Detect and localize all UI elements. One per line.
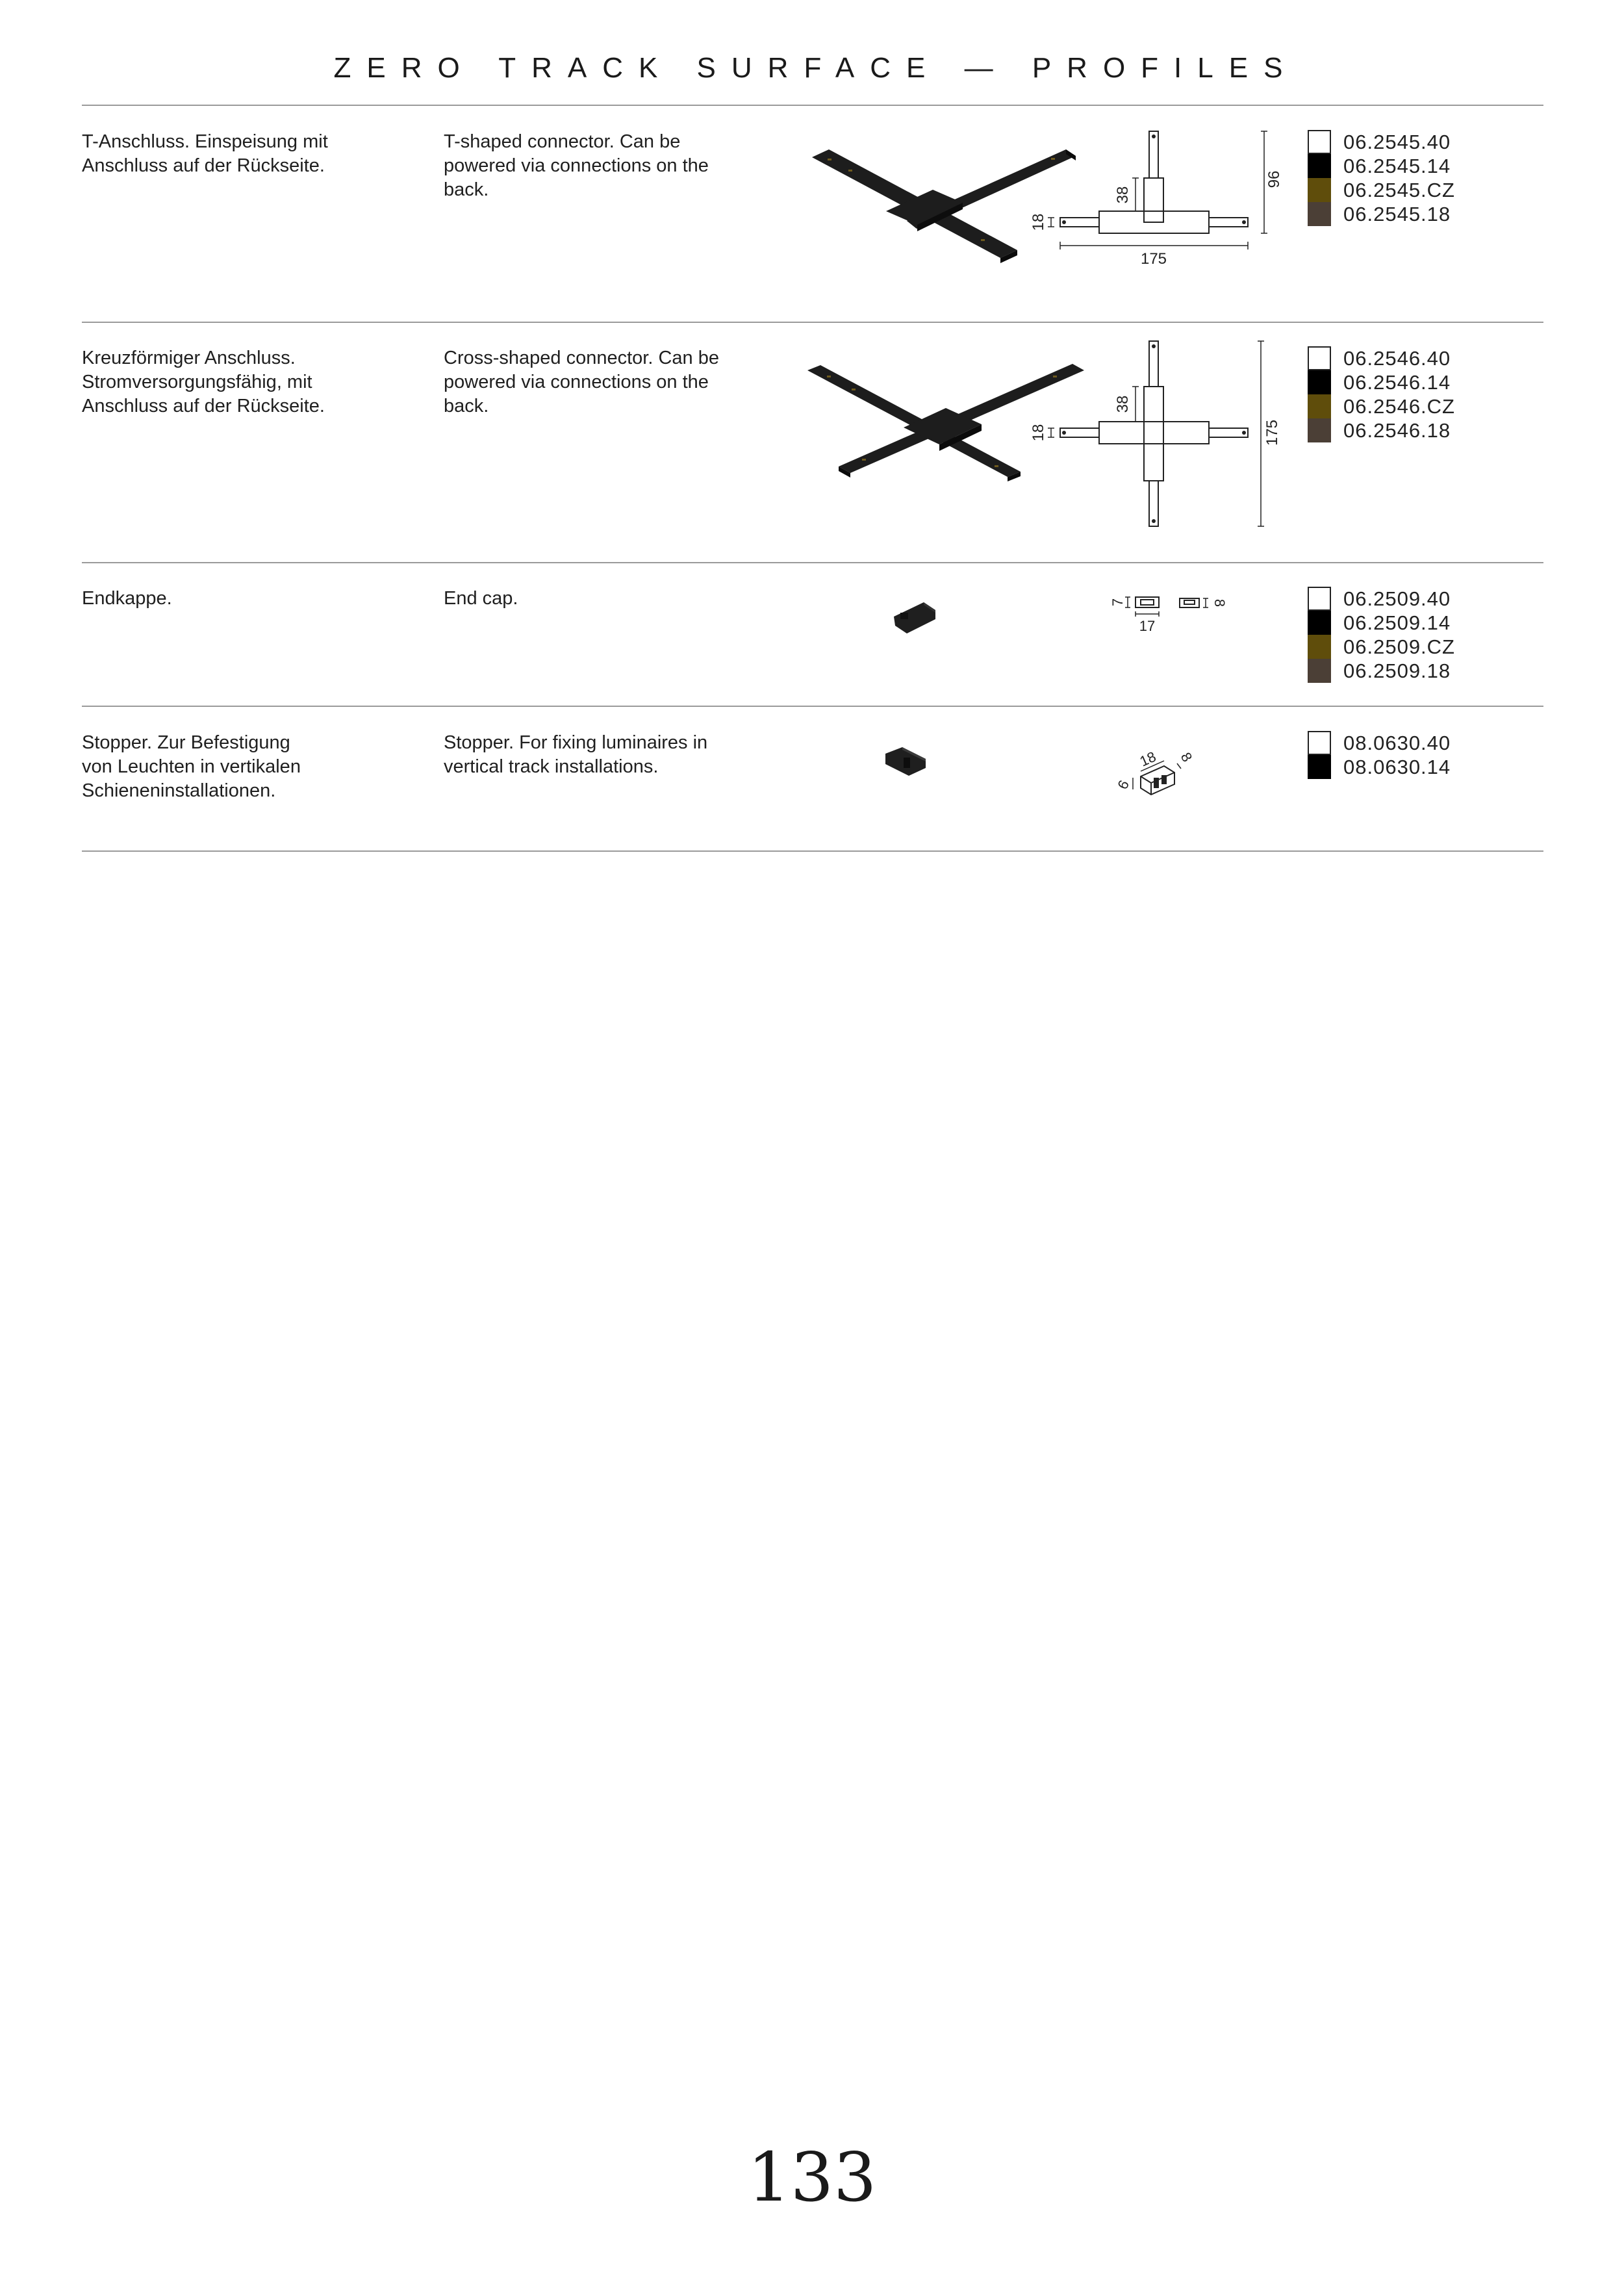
color-swatch [1308, 154, 1331, 178]
description-en: Stopper. For fixing luminaires in vertical track installations. [444, 732, 708, 777]
product-code: 06.2546.CZ [1343, 395, 1455, 418]
product-code: 06.2509.CZ [1343, 635, 1455, 658]
color-swatch [1308, 394, 1331, 418]
product-code: 06.2546.14 [1343, 371, 1451, 394]
color-swatch [1308, 346, 1331, 370]
end-cap-photo [887, 593, 952, 645]
product-code: 08.0630.40 [1343, 732, 1451, 754]
product-code: 08.0630.14 [1343, 756, 1451, 778]
stopper-drawing [1102, 737, 1219, 815]
description-de: Stopper. Zur Befestigung von Leuchten in vertikalen Schieneninstallationen. [82, 732, 301, 801]
color-swatch [1308, 731, 1331, 755]
divider [82, 322, 1543, 323]
dimension-height: 96 [1265, 170, 1283, 188]
photo-track [807, 365, 1021, 477]
product-code: 06.2545.CZ [1343, 179, 1455, 201]
color-swatch [1308, 202, 1331, 226]
product-code: 06.2546.18 [1343, 419, 1451, 442]
drawing-body [1136, 597, 1159, 607]
color-swatch [1308, 755, 1331, 779]
product-code: 06.2509.18 [1343, 659, 1451, 682]
dimension-height: 175 [1263, 419, 1281, 446]
color-swatch [1308, 587, 1331, 611]
divider [82, 562, 1543, 563]
product-code: 06.2509.40 [1343, 587, 1451, 610]
dimension-arm: 38 [1114, 186, 1132, 204]
stopper-photo [878, 741, 943, 786]
product-code: 06.2546.40 [1343, 347, 1451, 370]
description-en: End cap. [444, 588, 518, 609]
dimension-height: 6 [1114, 777, 1133, 792]
dimension-width: 175 [1140, 250, 1167, 268]
dimension-width: 17 [1139, 618, 1156, 634]
description-en: Cross-shaped connector. Can be powered via connections on the back. [444, 348, 719, 416]
dimension-profile: 18 [1030, 213, 1047, 231]
product-code: 06.2545.14 [1343, 155, 1451, 177]
dimension-height: 7 [1110, 598, 1126, 607]
product-code: 06.2509.14 [1343, 611, 1451, 634]
color-swatch [1308, 659, 1331, 683]
drawing-body [1144, 178, 1163, 222]
product-code: 06.2545.40 [1343, 131, 1451, 153]
color-swatch [1308, 635, 1331, 659]
dimension-arm: 38 [1114, 395, 1132, 413]
page-number: 133 [747, 2138, 877, 2217]
product-code: 06.2545.18 [1343, 203, 1451, 225]
divider [82, 850, 1543, 852]
end-cap-drawing [1095, 587, 1251, 639]
dimension-length: 18 [1137, 748, 1159, 770]
description-de: Endkappe. [82, 588, 172, 609]
dimension-profile: 18 [1030, 424, 1047, 442]
color-swatch [1308, 370, 1331, 394]
drawing-body [1144, 387, 1163, 481]
color-swatch [1308, 178, 1331, 202]
dimension-depth: 8 [1212, 598, 1228, 607]
color-swatch [1308, 611, 1331, 635]
page-title: ZERO TRACK SURFACE — PROFILES [333, 52, 1299, 84]
description-de: Kreuzförmiger Anschluss. Stromversorgungsfähig, mit Anschluss auf der Rückseite. [82, 348, 325, 416]
description-en: T-shaped connector. Can be powered via connections on the back. [444, 131, 709, 200]
description-de: T-Anschluss. Einspeisung mit Anschluss auf der Rückseite. [82, 131, 328, 176]
color-swatch [1308, 418, 1331, 442]
divider [82, 105, 1543, 106]
dimension-width: 8 [1177, 749, 1196, 765]
drawing-body [1099, 422, 1209, 444]
divider [82, 706, 1543, 707]
color-swatch [1308, 130, 1331, 154]
